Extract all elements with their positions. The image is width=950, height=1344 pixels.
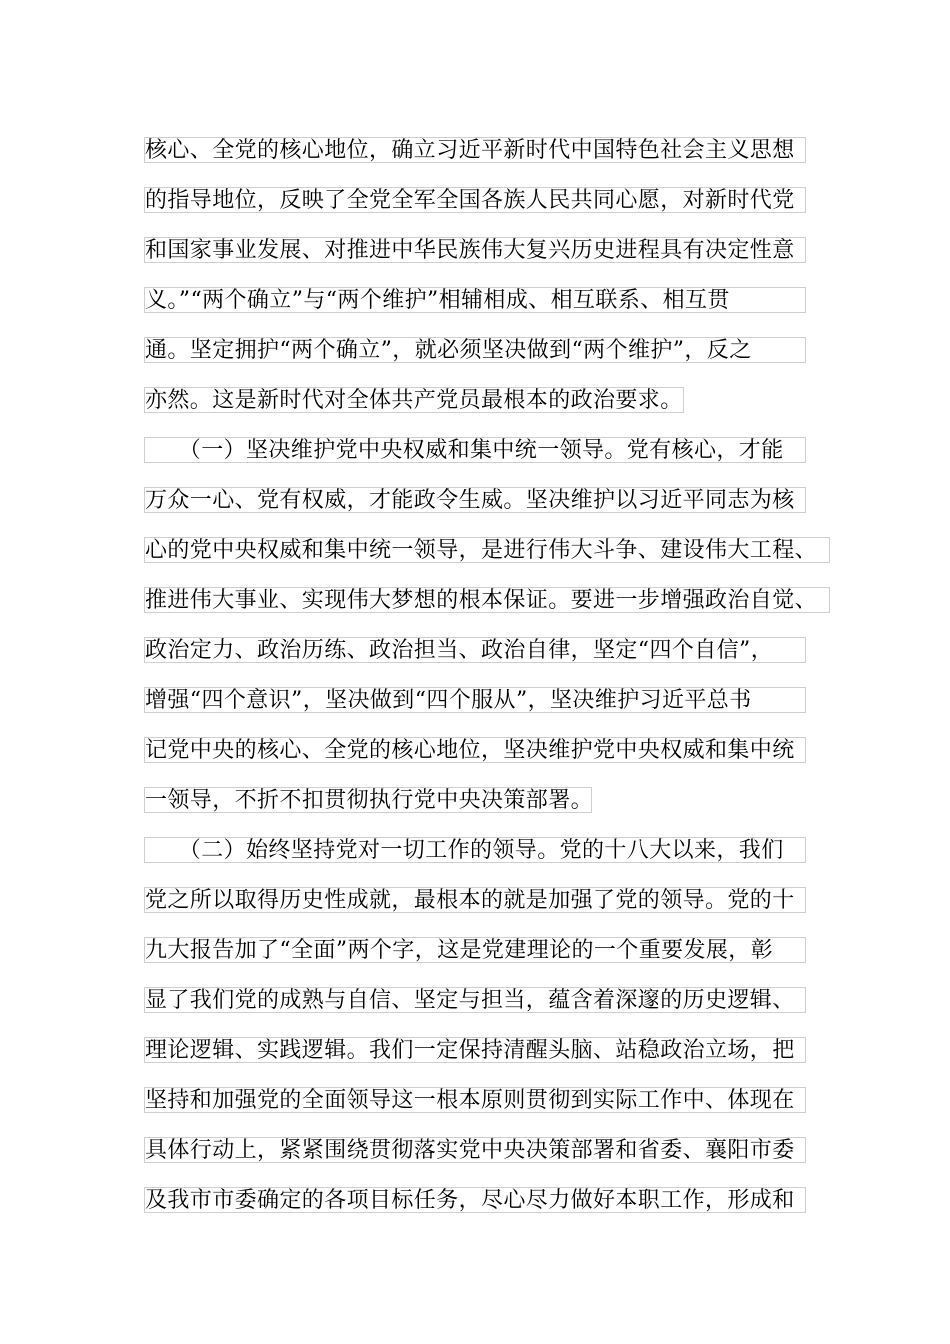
text-line-content: 坚持和加强党的全面领导这一根本原则贯彻到实际工作中、体现在 [145, 1088, 795, 1113]
text-line-content: 记党中央的核心、全党的核心地位，坚决维护党中央权威和集中统 [145, 738, 795, 763]
text-line-content: （二）始终坚持党对一切工作的领导。党的十八大以来，我们 [145, 838, 784, 863]
text-line-content: 党之所以取得历史性成就，最根本的就是加强了党的领导。党的十 [145, 888, 795, 913]
text-line-content: 推进伟大事业、实现伟大梦想的根本保证。要进一步增强政治自觉、 [145, 588, 818, 613]
text-line-15 [144, 837, 806, 863]
text-line-5 [144, 337, 806, 363]
text-line-14 [144, 787, 592, 813]
text-line-21 [144, 1137, 806, 1163]
text-line-1 [144, 137, 806, 163]
text-line-22 [144, 1187, 806, 1213]
text-line-20 [144, 1087, 806, 1113]
text-line-content: 核心、全党的核心地位，确立习近平新时代中国特色社会主义思想 [145, 138, 795, 163]
text-line-18 [144, 987, 806, 1013]
text-line-content: （一）坚决维护党中央权威和集中统一领导。党有核心，才能 [145, 438, 784, 463]
text-line-content: 和国家事业发展、对推进中华民族伟大复兴历史进程具有决定性意 [145, 238, 795, 263]
text-line-17 [144, 937, 806, 963]
text-line-content: 万众一心、党有权威，才能政令生威。坚决维护以习近平同志为核 [145, 488, 795, 513]
text-line-content: 义。”“两个确立”与“两个维护”相辅相成、相互联系、相互贯 [145, 288, 730, 313]
text-line-11 [144, 637, 806, 663]
text-line-content: 九大报告加了“全面”两个字，这是党建理论的一个重要发展，彰 [145, 938, 774, 963]
text-line-13 [144, 737, 806, 763]
text-line-12 [144, 687, 806, 713]
text-line-4 [144, 287, 806, 313]
text-line-3 [144, 237, 806, 263]
text-line-content: 及我市市委确定的各项目标任务，尽心尽力做好本职工作，形成和 [145, 1188, 795, 1213]
text-line-10 [144, 587, 830, 613]
text-line-8 [144, 487, 806, 513]
text-line-content: 通。坚定拥护“两个确立”，就必须坚决做到“两个维护”，反之 [145, 338, 752, 363]
text-line-7 [144, 437, 806, 463]
text-line-content: 亦然。这是新时代对全体共产党员最根本的政治要求。 [145, 388, 683, 413]
text-line-content: 显了我们党的成熟与自信、坚定与担当，蕴含着深邃的历史逻辑、 [145, 988, 795, 1013]
text-line-content: 政治定力、政治历练、政治担当、政治自律，坚定“四个自信”， [145, 638, 774, 663]
text-line-6 [144, 387, 684, 413]
text-line-16 [144, 887, 806, 913]
text-line-content: 具体行动上，紧紧围绕贯彻落实党中央决策部署和省委、襄阳市委 [145, 1138, 795, 1163]
text-line-content: 的指导地位，反映了全党全军全国各族人民共同心愿，对新时代党 [145, 188, 795, 213]
text-line-9 [144, 537, 830, 563]
text-line-19 [144, 1037, 806, 1063]
text-line-2 [144, 187, 806, 213]
text-line-content: 心的党中央权威和集中统一领导，是进行伟大斗争、建设伟大工程、 [145, 538, 818, 563]
text-line-content: 理论逻辑、实践逻辑。我们一定保持清醒头脑、站稳政治立场，把 [145, 1038, 795, 1063]
text-line-content: 一领导，不折不扣贯彻执行党中央决策部署。 [145, 788, 594, 813]
text-line-content: 增强“四个意识”，坚决做到“四个服从”，坚决维护习近平总书 [145, 688, 752, 713]
